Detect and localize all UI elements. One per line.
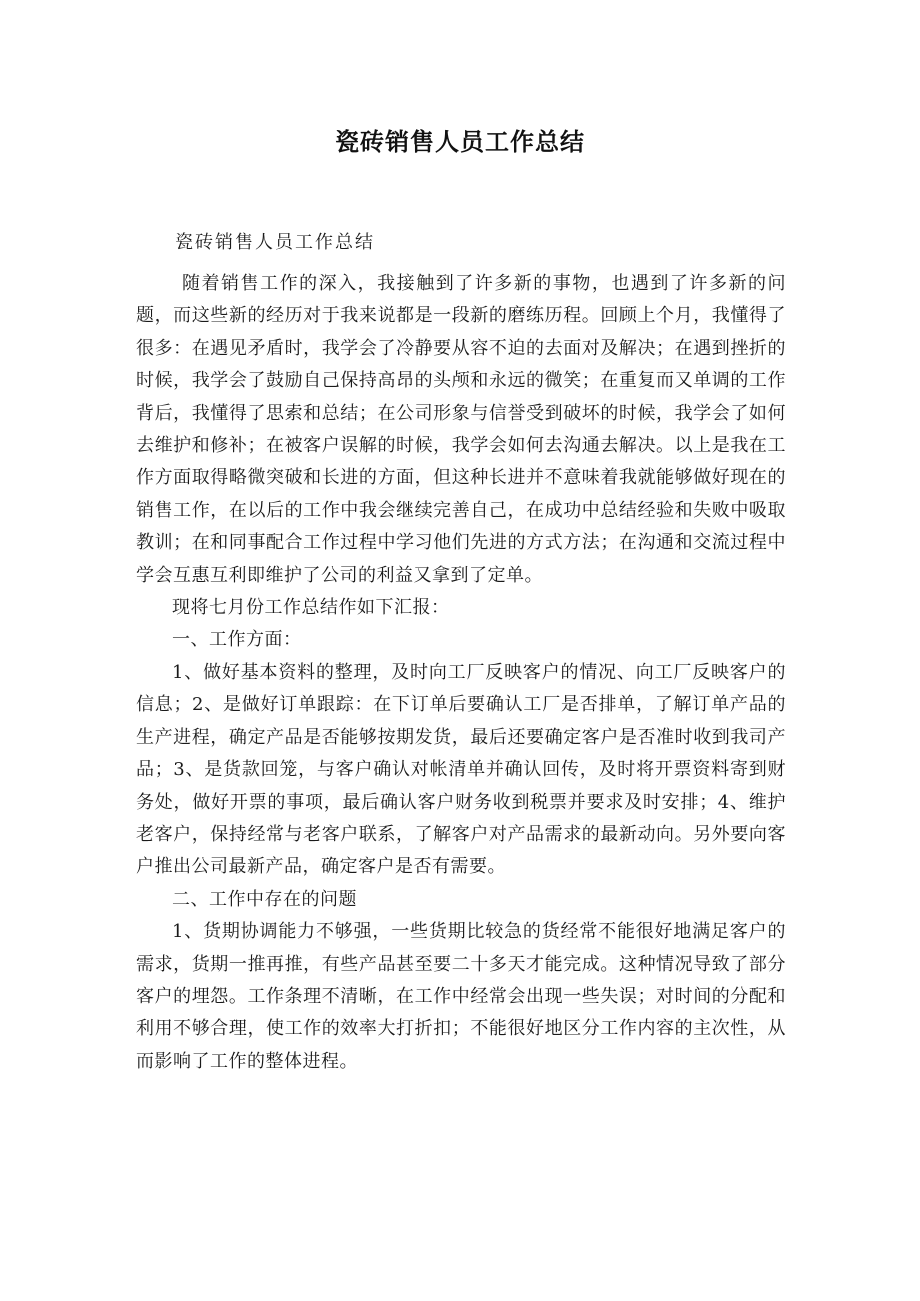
section-heading-problems: 二、工作中存在的问题 xyxy=(172,888,357,910)
document-body xyxy=(136,268,786,1078)
document-subtitle: 瓷砖销售人员工作总结 xyxy=(175,232,375,253)
section-heading-work: 一、工作方面： xyxy=(172,629,302,651)
paragraph-intro: 随着销售工作的深入，我接触到了许多新的事物，也遇到了许多新的问题，而这些新的经历对于我来说都是一段新的磨练历程。回顾上个月，我懂得了很多：在遇见矛盾时，我学会了冷静要从容不迫的去面对及解决；在遇到挫折的时候，我学会了鼓励自己保持高昂的头颅和永远的微笑；在重复而又单调的工作背后，我懂得了思索和总结；在公司形象与信誉受到破坏的时候，我学会了如何去维护和修补；在被客户误解的时候，我学会如何去沟通去解决。以上是我在工作方面取得略微突破和长进的方面，但这种长进并不意味着我就能够做好现在的销售工作，在以后的工作中我会继续完善自己，在成功中总结经验和失败中吸取教训；在和同事配合工作过程中学习他们先进的方式方法；在沟通和交流过程中学会互惠互利即维护了公司的利益又拿到了定单。 xyxy=(136,273,786,586)
document-title: 瓷砖销售人员工作总结 xyxy=(335,128,585,156)
paragraph-report-lead: 现将七月份工作总结作如下汇报： xyxy=(172,597,450,619)
paragraph-problem-details: 1、货期协调能力不够强，一些货期比较急的货经常不能很好地满足客户的需求，货期一推再推，有些产品甚至要二十多天才能完成。这种情况导致了部分客户的埋怨。工作条理不清晰，在工作中经常会出现一些失误；对时间的分配和利用不够合理，使工作的效率大打折扣；不能很好地区分工作内容的主次性，从而影响了工作的整体进程。 xyxy=(136,921,786,1072)
paragraph-work-details: 1、做好基本资料的整理，及时向工厂反映客户的情况、向工厂反映客户的信息；2、是做好订单跟踪：在下订单后要确认工厂是否排单，了解订单产品的生产进程，确定产品是否能够按期发货，最后还要确定客户是否准时收到我司产品；3、是货款回笼，与客户确认对帐清单并确认回传，及时将开票资料寄到财务处，做好开票的事项，最后确认客户财务收到税票并要求及时安排；4、维护老客户，保持经常与老客户联系，了解客户对产品需求的最新动向。另外要向客户推出公司最新产品，确定客户是否有需要。 xyxy=(136,661,786,878)
